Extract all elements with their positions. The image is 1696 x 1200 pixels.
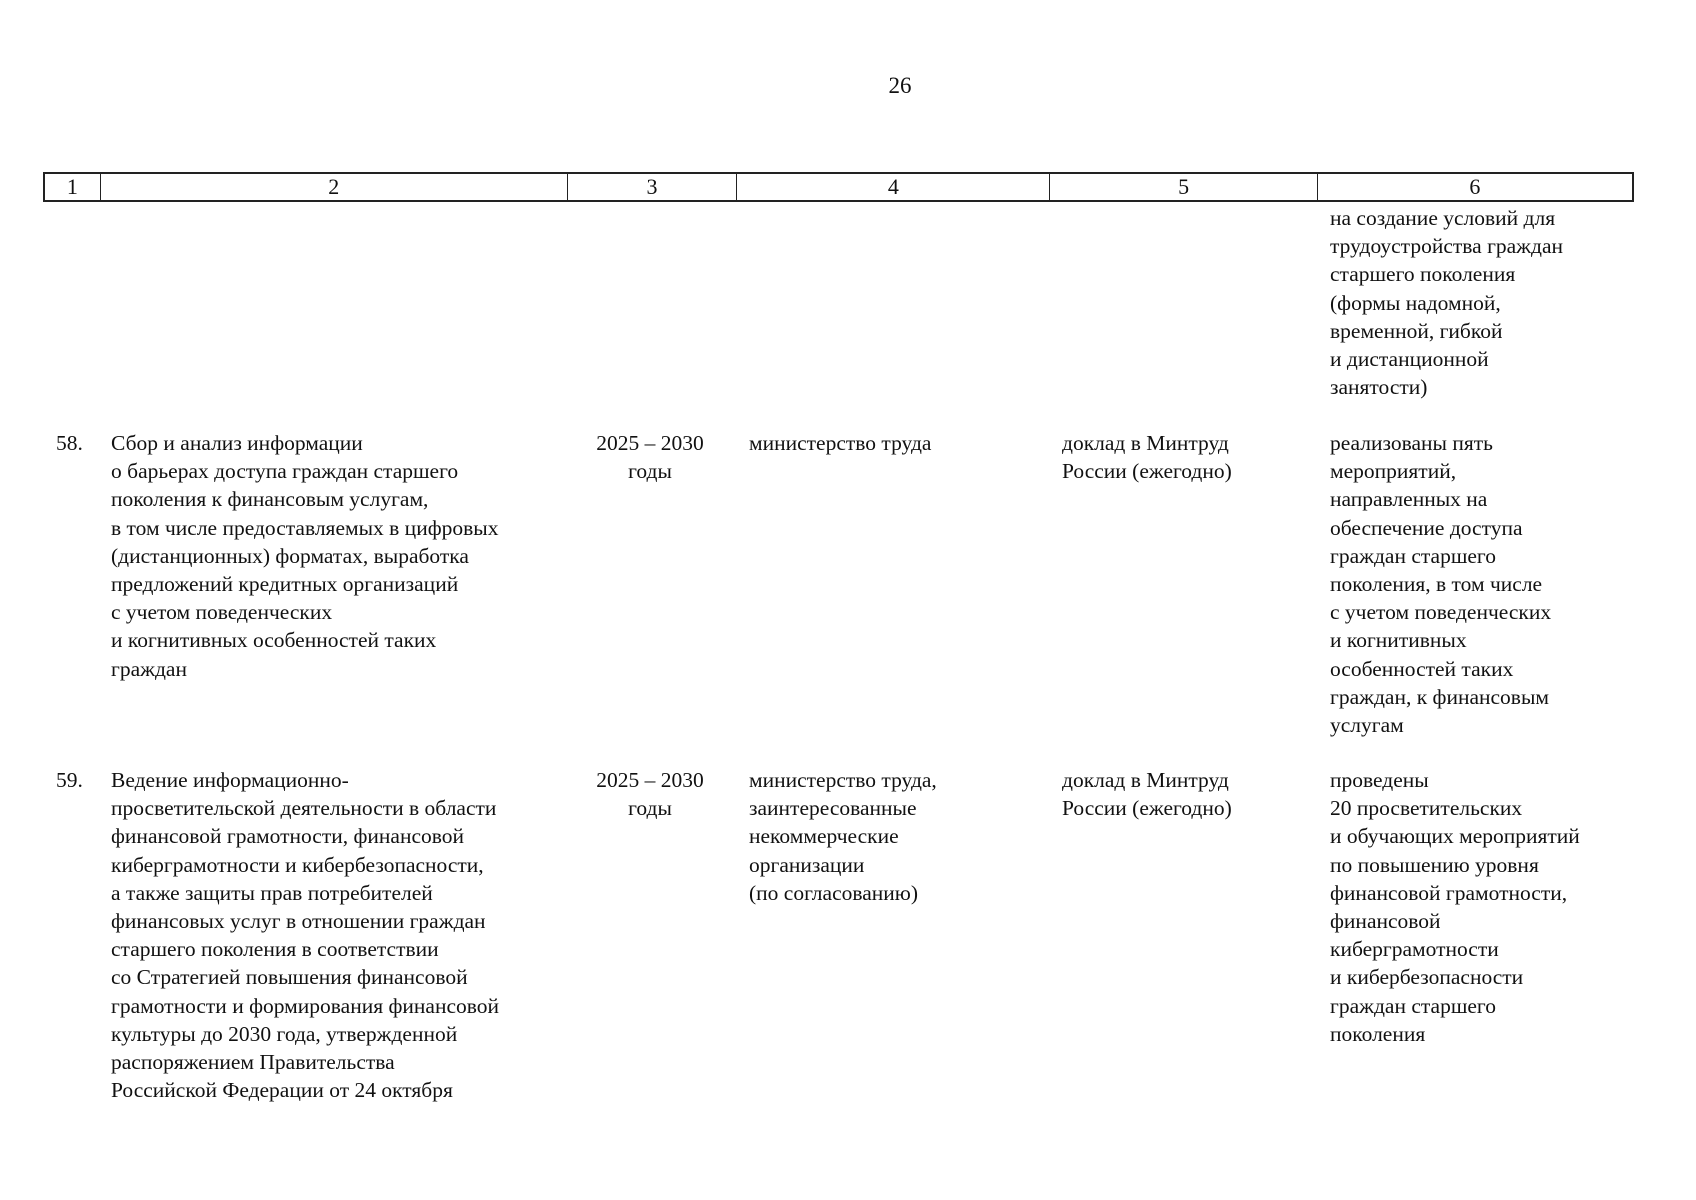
row-58-number: 58. — [56, 431, 83, 455]
row-58-report: доклад в Минтруд России (ежегодно) — [1062, 431, 1232, 484]
page-number: 26 — [888, 73, 912, 98]
header-col-4: 4 — [737, 174, 1050, 200]
row-59-report: доклад в Минтруд России (ежегодно) — [1062, 768, 1232, 821]
row-59-number: 59. — [56, 768, 83, 792]
header-col-2: 2 — [101, 174, 568, 200]
row-58-measure: Сбор и анализ информации о барьерах доступа граждан старшего поколения к финансовым услугам, в том числе предоставляемых в цифровых (дистанционных) форматах, выработка предложений кредитных организаций с учетом поведенческих и когнитивных особенностей таких граждан — [111, 431, 499, 681]
header-col-3: 3 — [568, 174, 738, 200]
header-col-5: 5 — [1050, 174, 1317, 200]
row-59-result: проведены 20 просветительских и обучающих мероприятий по повышению уровня финансовой грамотности, финансовой киберграмотности и кибербезопасности граждан старшего поколения — [1330, 768, 1580, 1046]
header-col-1: 1 — [45, 174, 101, 200]
row-58-period: 2025 – 2030 годы — [596, 431, 704, 484]
row-59-executor: министерство труда, заинтересованные некоммерческие организации (по согласованию) — [749, 768, 937, 905]
row-58-executor: министерство труда — [749, 431, 932, 455]
header-col-6: 6 — [1469, 174, 1481, 199]
row-58-result: реализованы пять мероприятий, направленных на обеспечение доступа граждан старшего поколения, в том числе с учетом поведенческих и когнитивных особенностей таких граждан, к финансовым услугам — [1330, 431, 1552, 738]
row-59-period: 2025 – 2030 годы — [596, 768, 704, 821]
table-header-row — [43, 172, 1634, 202]
continuation-result-text: на создание условий для трудоустройства граждан старшего поколения (формы надомной, временной, гибкой и дистанционной занятости) — [1330, 206, 1564, 400]
row-59-measure: Ведение информационно- просветительской деятельности в области финансовой грамотности, финансовой киберграмотности и кибербезопасности, а также защиты прав потребителей финансовых услуг в отношении граждан старшего поколения в соответствии со Стратегией повышения финансовой грамотности и формирования финансовой культуры до 2030 года, утвержденной распоряжением Правительства Российской Федерации от 24 октября — [111, 768, 500, 1103]
